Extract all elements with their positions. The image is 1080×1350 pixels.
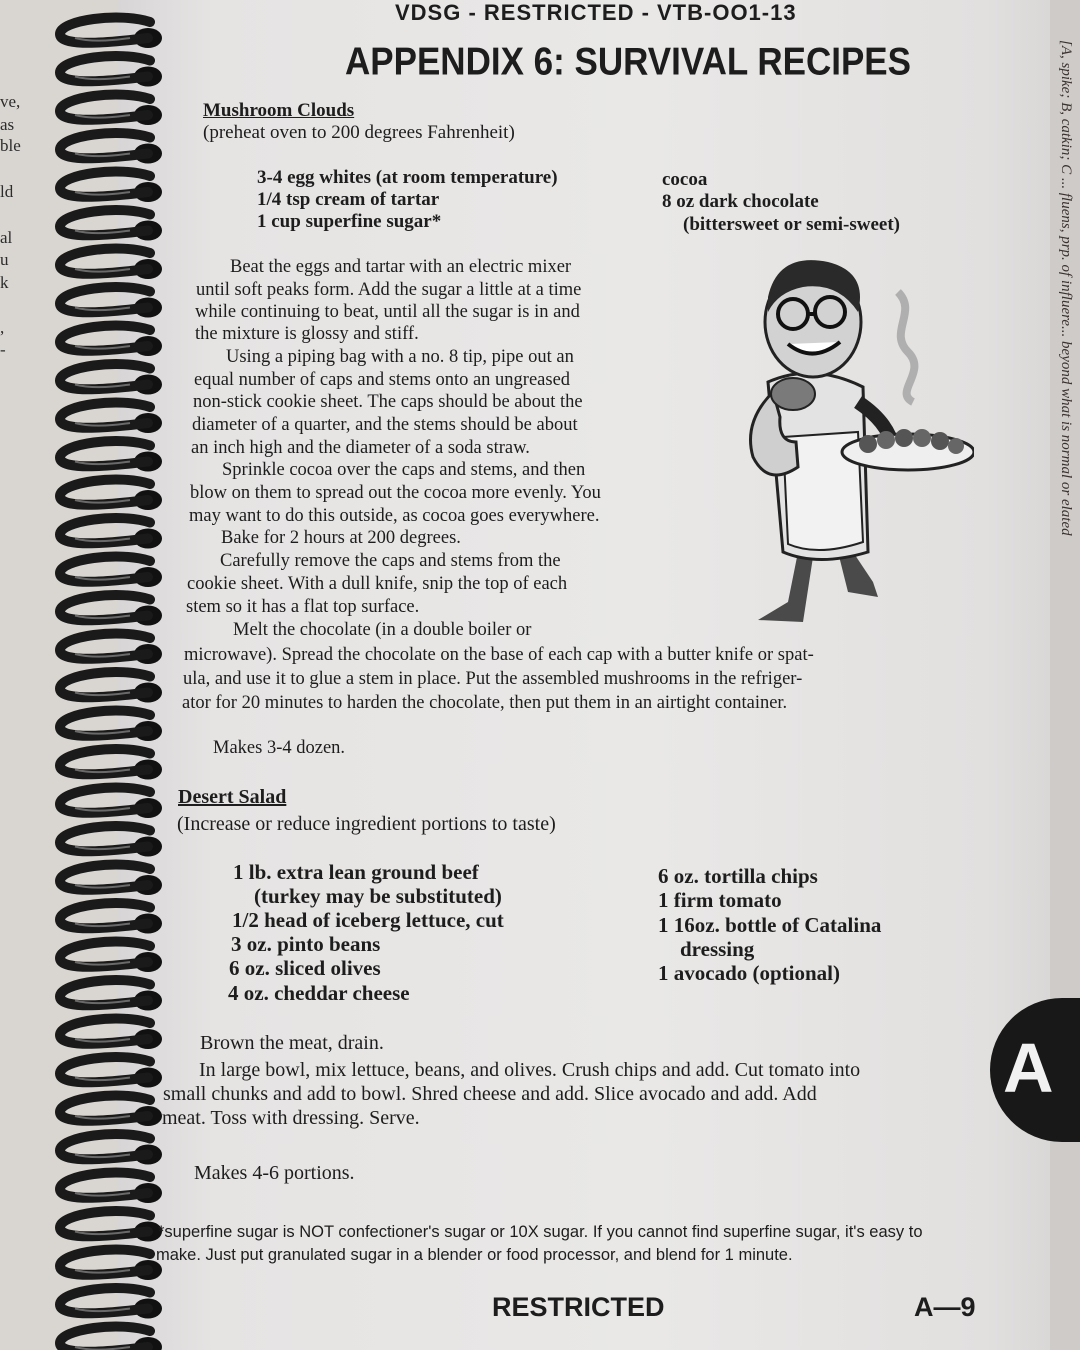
spiral-coil — [60, 95, 162, 125]
direction-line: Brown the meat, drain. — [200, 1032, 384, 1054]
spiral-binding — [20, 0, 170, 1350]
spiral-coil — [60, 172, 162, 202]
footnote-line: *superfine sugar is NOT confectioner's sugar or 10X sugar. If you cannot find superfine sugar, it's easy to — [158, 1223, 923, 1241]
ingredient-item: 4 oz. cheddar cheese — [228, 981, 410, 1005]
spiral-coil — [60, 980, 162, 1010]
spiral-coil — [60, 480, 162, 510]
spiral-coil — [60, 1211, 162, 1241]
left-page-fragment: as — [0, 115, 15, 134]
ingredient-item: 1 lb. extra lean ground beef — [233, 860, 479, 884]
classification-header: VDSG - RESTRICTED - VTB-OO1-13 — [395, 0, 797, 25]
spiral-coil — [60, 788, 162, 818]
page-title: APPENDIX 6: SURVIVAL RECIPES — [345, 39, 911, 84]
direction-line: stem so it has a flat top surface. — [186, 597, 420, 617]
spiral-coil — [60, 441, 162, 471]
recipe-title: Desert Salad — [178, 786, 287, 808]
ingredient-item: 1/2 head of iceberg lettuce, cut — [232, 908, 504, 932]
direction-line: may want to do this outside, as cocoa goes everywhere. — [189, 506, 600, 526]
spiral-coil — [60, 1288, 162, 1318]
ingredient-item: 1 avocado (optional) — [658, 961, 841, 985]
recipe-note: (preheat oven to 200 degrees Fahrenheit) — [203, 122, 515, 143]
direction-line: the mixture is glossy and stiff. — [195, 324, 419, 344]
spiral-coil — [60, 672, 162, 702]
spiral-coil — [60, 711, 162, 741]
left-page-fragment: u — [0, 250, 9, 269]
spiral-coil — [60, 865, 162, 895]
spiral-coil — [60, 1057, 162, 1087]
direction-line: Sprinkle cocoa over the caps and stems, and then — [222, 460, 586, 480]
spiral-coil — [60, 1173, 162, 1203]
footnote-line: make. Just put granulated sugar in a blender or food processor, and blend for 1 minute. — [156, 1246, 793, 1264]
spiral-coil — [60, 403, 162, 433]
spiral-coil — [60, 634, 162, 664]
direction-line: non-stick cookie sheet. The caps should be about the — [193, 392, 583, 412]
left-page-fragment: ble — [0, 136, 21, 155]
ingredient-item: (bittersweet or semi-sweet) — [683, 214, 900, 235]
spiral-coil — [60, 326, 162, 356]
direction-line: an inch high and the diameter of a soda straw. — [191, 438, 530, 458]
spiral-coil — [60, 56, 162, 86]
direction-line: equal number of caps and stems onto an ungreased — [194, 370, 571, 390]
section-tab-letter: A — [1003, 1029, 1054, 1107]
spiral-coil — [60, 287, 162, 317]
ingredient-item: cocoa — [662, 169, 708, 190]
spiral-coil — [60, 518, 162, 548]
ingredient-item: 3 oz. pinto beans — [231, 932, 381, 956]
ingredient-item: 3-4 egg whites (at room temperature) — [257, 167, 558, 188]
spiral-coil — [60, 749, 162, 779]
ingredient-item: (turkey may be substituted) — [254, 884, 502, 908]
spiral-coil — [60, 1134, 162, 1164]
direction-line: In large bowl, mix lettuce, beans, and olives. Crush chips and add. Cut tomato into — [199, 1059, 861, 1081]
spiral-coil — [60, 1327, 162, 1350]
direction-line: meat. Toss with dressing. Serve. — [162, 1107, 420, 1129]
next-page-edge — [1050, 0, 1080, 1350]
ingredient-item: 1 16oz. bottle of Catalina — [658, 913, 882, 937]
spiral-coil — [60, 942, 162, 972]
direction-line: cookie sheet. With a dull knife, snip the top of each — [187, 574, 568, 594]
left-page-fragment: k — [0, 273, 9, 292]
direction-line: ula, and use it to glue a stem in place. Put the assembled mushrooms in the refriger- — [183, 669, 803, 689]
spiral-coil — [60, 903, 162, 933]
ingredient-item: 1 cup superfine sugar* — [257, 211, 442, 232]
spiral-coil — [60, 18, 162, 48]
ingredient-item: 6 oz. sliced olives — [229, 956, 381, 980]
direction-line: Melt the chocolate (in a double boiler or — [233, 620, 532, 640]
ingredient-item: dressing — [680, 937, 755, 961]
recipe-note: (Increase or reduce ingredient portions to taste) — [177, 813, 556, 835]
recipe-title: Mushroom Clouds — [203, 100, 355, 121]
left-page-fragment: ld — [0, 182, 14, 201]
spiral-coil — [60, 1250, 162, 1280]
vault-boy-chef-icon — [718, 252, 974, 627]
recipe-yield: Makes 3-4 dozen. — [213, 738, 346, 758]
direction-line: Using a piping bag with a no. 8 tip, pipe out an — [226, 347, 574, 367]
direction-line: ator for 20 minutes to harden the chocolate, then put them in an airtight container. — [182, 693, 788, 713]
footer-classification: RESTRICTED — [492, 1292, 665, 1322]
page-number: A—9 — [914, 1292, 976, 1322]
direction-line: until soft peaks form. Add the sugar a little at a time — [196, 280, 582, 300]
direction-line: blow on them to spread out the cocoa more evenly. You — [190, 483, 601, 503]
left-page-fragment: al — [0, 228, 13, 247]
direction-line: Carefully remove the caps and stems from the — [220, 551, 561, 571]
spiral-coil — [60, 133, 162, 163]
ingredient-item: 1 firm tomato — [658, 888, 782, 912]
next-page-edge-text: [A, spike; B, catkin; C ... fluens, prp. of influere... beyond what is normal or elated — [1058, 40, 1074, 536]
direction-line: small chunks and add to bowl. Shred cheese and add. Slice avocado and add. Add — [163, 1083, 817, 1105]
spiral-coil — [60, 826, 162, 856]
left-page-fragment: - — [0, 340, 6, 359]
left-page-fragment: , — [0, 318, 5, 337]
spiral-coil — [60, 557, 162, 587]
left-page-fragment: ve, — [0, 92, 21, 111]
spiral-coil — [60, 249, 162, 279]
ingredient-item: 6 oz. tortilla chips — [658, 864, 818, 888]
spiral-coil — [60, 210, 162, 240]
direction-line: diameter of a quarter, and the stems should be about — [192, 415, 578, 435]
ingredient-item: 1/4 tsp cream of tartar — [257, 189, 440, 210]
direction-line: microwave). Spread the chocolate on the base of each cap with a butter knife or spat- — [184, 645, 814, 665]
spiral-coil — [60, 364, 162, 394]
direction-line: Beat the eggs and tartar with an electric mixer — [230, 257, 572, 277]
spiral-coil — [60, 595, 162, 625]
spiral-coil — [60, 1019, 162, 1049]
recipe-yield: Makes 4-6 portions. — [194, 1162, 355, 1184]
spiral-coil — [60, 1096, 162, 1126]
ingredient-item: 8 oz dark chocolate — [662, 191, 819, 212]
direction-line: while continuing to beat, until all the sugar is in and — [195, 302, 580, 322]
direction-line: Bake for 2 hours at 200 degrees. — [221, 528, 461, 548]
